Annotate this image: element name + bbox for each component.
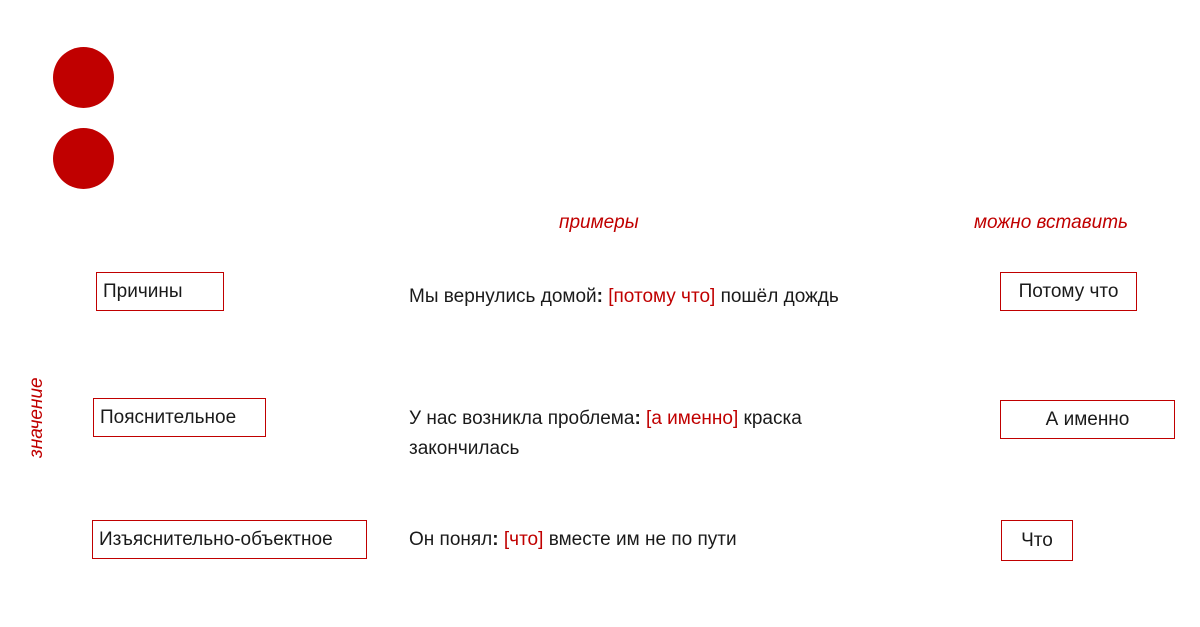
colon: :: [596, 286, 603, 307]
decorative-dot-top: [53, 47, 114, 108]
can-insert-header: можно вставить: [974, 212, 1129, 233]
bracket-insert: [а именно]: [646, 408, 739, 429]
example-sentence-explanatory: [409, 404, 859, 464]
sentence-part: Мы вернулись домой: [409, 286, 597, 307]
colon: :: [492, 529, 499, 550]
example-sentence-object: [409, 525, 879, 555]
decorative-dot-bottom: [53, 128, 114, 189]
meaning-box-cause: Причины: [96, 272, 224, 311]
insert-box-explanatory: А именно: [1000, 400, 1175, 439]
insert-box-object: Что: [1001, 520, 1073, 561]
meaning-side-label: значение: [26, 377, 47, 458]
bracket-insert: [что]: [503, 529, 544, 550]
sentence-part: вместе им не по пути: [548, 529, 737, 550]
examples-header: примеры: [559, 212, 639, 233]
insert-box-cause: Потому что: [1000, 272, 1137, 311]
sentence-part: пошёл дождь: [720, 286, 839, 307]
meaning-box-object: Изъяснительно-объектное: [92, 520, 367, 559]
meaning-box-explanatory: Пояснительное: [93, 398, 266, 437]
sentence-part: краска закончилась: [409, 408, 802, 459]
sentence-part: Он понял: [409, 529, 493, 550]
sentence-part: У нас возникла проблема: [409, 408, 635, 429]
colon: :: [634, 408, 641, 429]
bracket-insert: [потому что]: [608, 286, 716, 307]
example-sentence-cause: [409, 282, 879, 312]
